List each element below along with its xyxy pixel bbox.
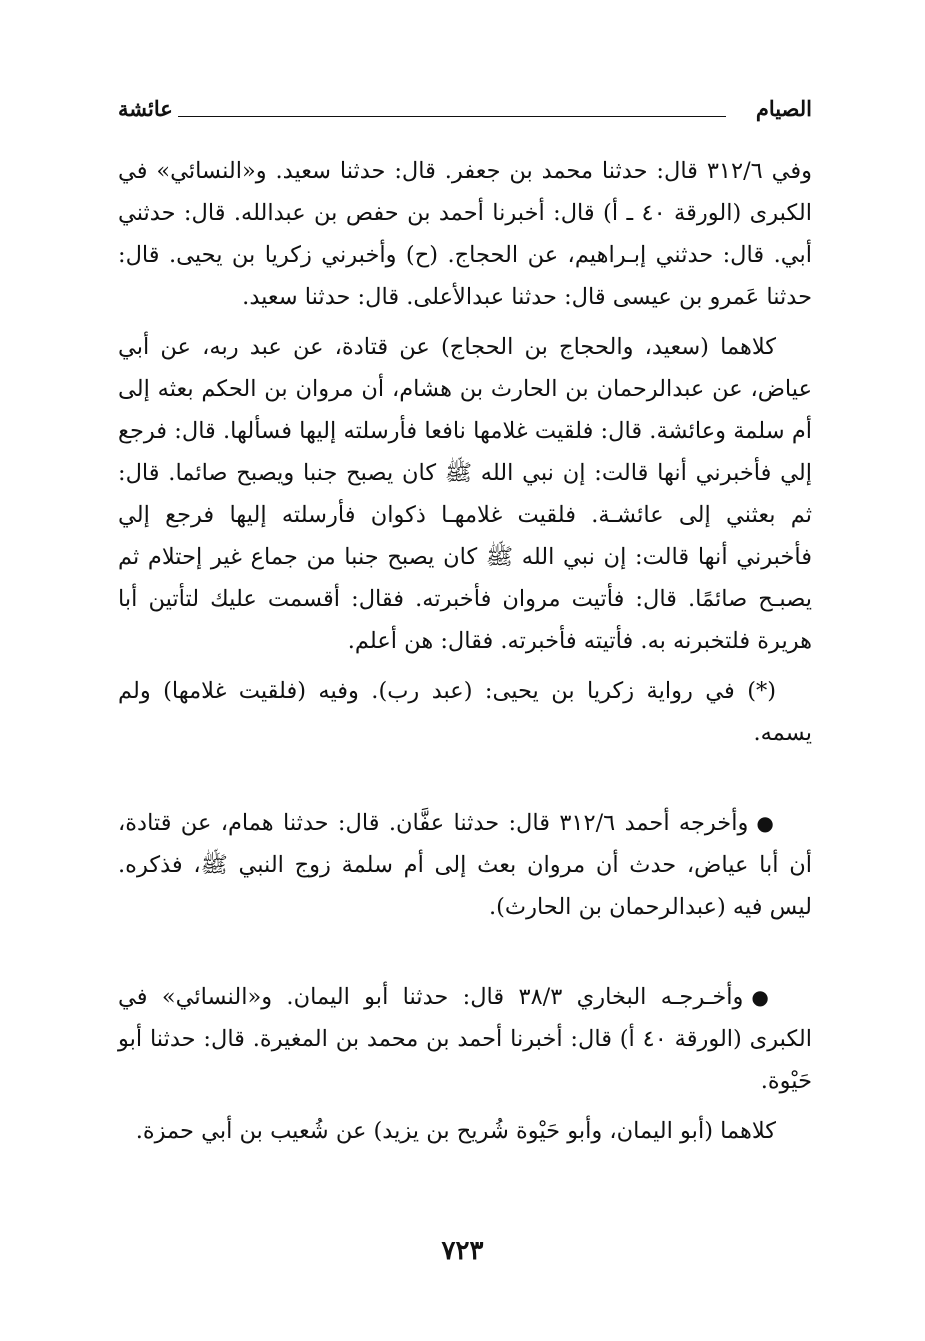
paragraph-takhrij-bukhari	[118, 976, 812, 1102]
page-number: ٧٢٣	[441, 1236, 484, 1266]
paragraph-takhrij-bukhari-text: وأخـرجـه البخاري ٣٨/٣ قال: حدثنا أبو اليمان. و«النسائي» في الكبرى (الورقة ٤٠ أ) قال: أخبرنا أحمد بن محمد بن المغيرة. قال: حدثنا أبو حَيْوة.	[118, 984, 812, 1094]
header-section-title: عائشة	[118, 96, 173, 121]
running-header	[118, 92, 812, 132]
paragraph-kilahuma: كلاهما (أبو اليمان، وأبو حَيْوة شُريح بن يزيد) عن شُعيب بن أبي حمزة.	[135, 1118, 776, 1144]
paragraph-note: (*) في رواية زكريا بن يحيى: (عبد رب). وفيه (فلقيت غلامها) ولم يسمه.	[118, 678, 812, 746]
paragraph-takhrij-ahmad	[118, 802, 812, 928]
bullet-icon: ●	[751, 985, 777, 1009]
paragraph-matn: كلاهما (سعيد، والحجاج بن الحجاج) عن قتادة، عن عبد ربه، عن أبي عياض، عن عبدالرحمان بن الحارث بن هشام، أن مروان بن الحكم بعثه إلى أم سلمة وعائشة. قال: فلقيت غلامها نافعا فأرسلته إليها فسألها. قال: فرجع إلي فأخبرني أنها قالت: إن نبي الله ﷺ كان يصبح جنبا ويصبح صائما. قال: ثم بعثني إلى عائشـة. فلقيت غلامهـا ذكوان فأرسلته إليها فرجع إلي فأخبرني أنها قالت: إن نبي الله ﷺ كان يصبح جنبا من جماع غير إحتلام ثم يصبـح صائمًا. قال: فأتيت مروان فأخبرته. فقال: أقسمت عليك لتأتين أبا هريرة فلتخبرنه به. فأتيته فأخبرته. فقال: هن أعلم.	[118, 334, 812, 654]
paragraph-isnad-1: وفي ٣١٢/٦ قال: حدثنا محمد بن جعفر. قال: حدثنا سعيد. و«النسائي» في الكبرى (الورقة ٤٠ ـ أ) قال: أخبرنا أحمد بن حفص بن عبدالله. قال: حدثني أبي. قال: حدثني إبـراهيم، عن الحجاج. (ح) وأخبرني زكريا بن يحيى. قال: حدثنا عَمرو بن عيسى قال: حدثنا عبدالأعلى. قال: حدثنا سعيد.	[118, 158, 812, 310]
bullet-icon: ●	[756, 811, 776, 835]
header-rule	[178, 116, 726, 117]
paragraph-takhrij-ahmad-text: وأخرجه أحمد ٣١٢/٦ قال: حدثنا عفَّان. قال: حدثنا همام، عن قتادة، أن أبا عياض، حدث أن مروان بعث إلى أم سلمة زوج النبي ﷺ، فذكره. ليس فيه (عبدالرحمان بن الحارث).	[118, 810, 812, 920]
body-text	[118, 150, 812, 1160]
header-chapter-title: الصيام	[755, 96, 812, 121]
